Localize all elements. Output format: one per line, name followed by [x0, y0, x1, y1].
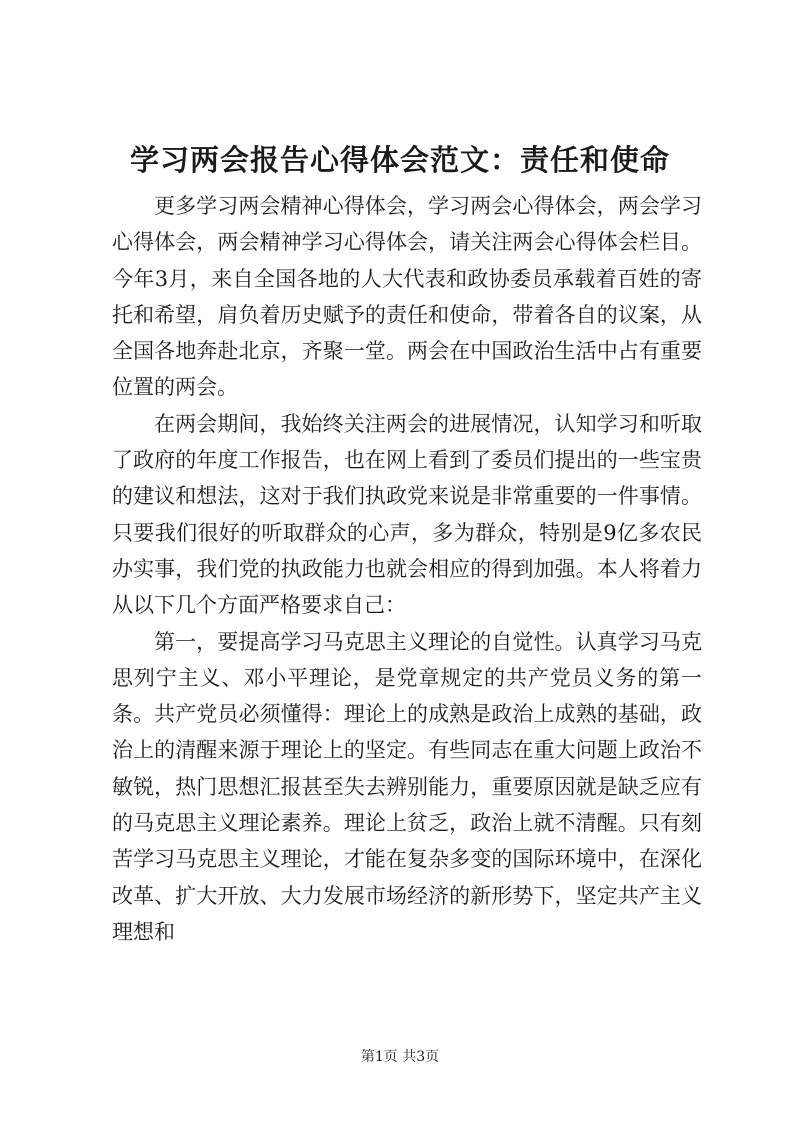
paragraph-intro: 更多学习两会精神心得体会，学习两会心得体会，两会学习心得体会，两会精神学习心得体会，请关注两会心得体会栏目。今年3月，来自全国各地的人大代表和政协委员承载着百姓的寄托和希望，肩负着历史赋予的责任和使命，带着各自的议案，从全国各地奔赴北京，齐聚一堂。两会在中国政治生活中占有重要位置的两会。: [112, 194, 702, 400]
document-title: 学习两会报告心得体会范文：责任和使命: [129, 143, 670, 177]
document-body: [112, 188, 702, 950]
paragraph-two-sessions: 在两会期间，我始终关注两会的进展情况，认知学习和听取了政府的年度工作报告，也在网上看到了委员们提出的一些宝贵的建议和想法，这对于我们执政党来说是非常重要的一件事情。只要我们很好的听取群众的心声，多为群众，特别是9亿多农民办实事，我们党的执政能力也就会相应的得到加强。本人将着力从以下几个方面严格要求自己：: [112, 411, 702, 618]
paragraph-first-point: 第一，要提高学习马克思主义理论的自觉性。认真学习马克思列宁主义、邓小平理论，是党章规定的共产党员义务的第一条。共产党员必须懂得：理论上的成熟是政治上成熟的基础，政治上的清醒来源于理论上的坚定。有些同志在重大问题上政治不敏锐，热门思想汇报甚至失去辨别能力，重要原因就是缺乏应有的马克思主义理论素养。理论上贫乏，政治上就不清醒。只有刻苦学习马克思主义理论，才能在复杂多变的国际环境中，在深化改革、扩大开放、大力发展市场经济的新形势下，坚定共产主义理想和: [112, 629, 702, 944]
page-number-footer: 第1页 共3页: [360, 1049, 440, 1065]
